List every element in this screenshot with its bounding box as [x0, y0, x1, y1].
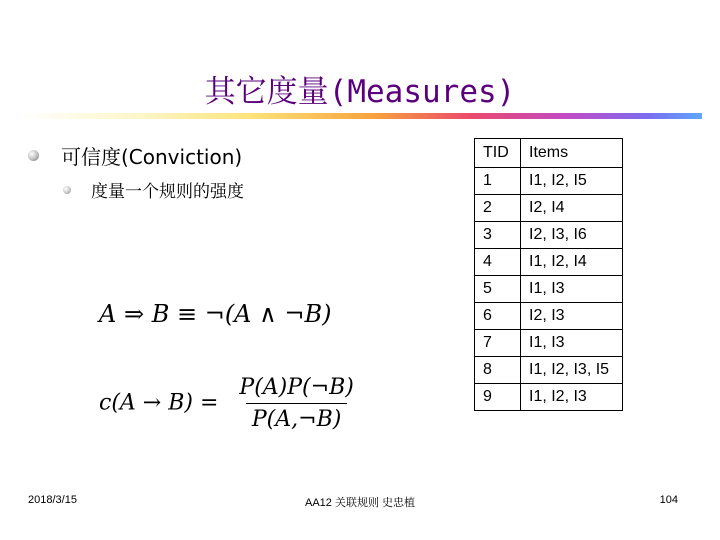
cell-items: I2, I3, I6 — [521, 222, 623, 249]
implication-formula: A ⇒ B ≡ ¬(A ∧ ¬B) — [99, 300, 332, 328]
table-row — [475, 357, 623, 384]
sub-bullet-text: 度量一个规则的强度 — [91, 182, 244, 202]
bullet-conviction — [28, 141, 242, 170]
table-row — [475, 303, 623, 330]
bullet-text: 可信度(Conviction) — [61, 145, 243, 169]
cell-tid: 5 — [475, 276, 521, 303]
cell-tid: 9 — [475, 384, 521, 411]
table-row — [475, 222, 623, 249]
header-tid: TID — [475, 139, 521, 168]
cell-tid: 1 — [475, 168, 521, 195]
cell-items: I1, I2, I3 — [521, 384, 623, 411]
bullet-dot-icon — [28, 150, 39, 161]
cell-tid: 3 — [475, 222, 521, 249]
cell-tid: 8 — [475, 357, 521, 384]
sub-bullet-dot-icon — [63, 186, 71, 194]
title-divider — [18, 113, 702, 119]
conviction-formula — [99, 375, 360, 432]
sub-bullet-strength — [63, 177, 244, 202]
page-number: 104 — [659, 494, 678, 506]
table-row — [475, 276, 623, 303]
footer-course: AA12 关联规则 史忠植 — [304, 497, 416, 509]
cell-items: I2, I4 — [521, 195, 623, 222]
table-row — [475, 195, 623, 222]
cell-items: I1, I3 — [521, 276, 623, 303]
table-row — [475, 168, 623, 195]
cell-tid: 6 — [475, 303, 521, 330]
fraction-numerator: P(A)P(¬B) — [239, 375, 354, 400]
table-header-row — [475, 139, 623, 168]
fraction-denominator: P(A,¬B) — [246, 403, 347, 432]
cell-items: I2, I3 — [521, 303, 623, 330]
header-items: Items — [521, 139, 623, 168]
cell-items: I1, I3 — [521, 330, 623, 357]
table-row — [475, 384, 623, 411]
cell-tid: 4 — [475, 249, 521, 276]
cell-items: I1, I2, I3, I5 — [521, 357, 623, 384]
cell-tid: 2 — [475, 195, 521, 222]
table-body — [475, 168, 623, 411]
conviction-lhs: c(A → B) = — [99, 390, 219, 416]
transaction-table — [474, 138, 623, 411]
cell-tid: 7 — [475, 330, 521, 357]
table-row — [475, 249, 623, 276]
footer-date: 2018/3/15 — [28, 494, 77, 506]
conviction-fraction — [233, 375, 359, 432]
slide-title: 其它度量(Measures) — [204, 74, 516, 110]
cell-items: I1, I2, I5 — [521, 168, 623, 195]
table-row — [475, 330, 623, 357]
cell-items: I1, I2, I4 — [521, 249, 623, 276]
